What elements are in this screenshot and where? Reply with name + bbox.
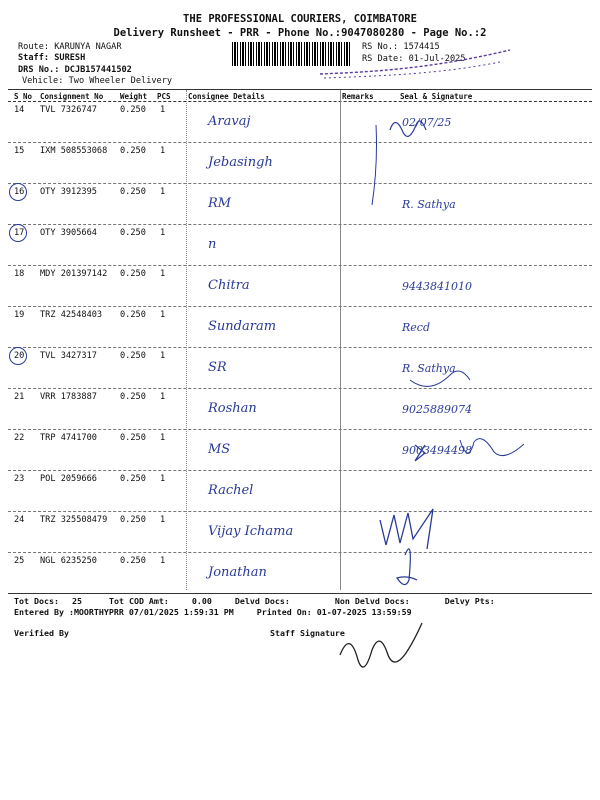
delvy-pts-label: Delvy Pts: — [444, 596, 495, 606]
row-weight: 0.250 — [120, 187, 146, 197]
row-sno: 16 — [14, 187, 25, 197]
row-weight: 0.250 — [120, 474, 146, 484]
row-pcs: 1 — [160, 228, 166, 238]
row-pcs: 1 — [160, 556, 166, 566]
row-pcs: 1 — [160, 269, 166, 279]
row-sno: 14 — [14, 105, 25, 115]
drs-field — [18, 65, 132, 75]
row-signature: R. Sathya — [402, 362, 456, 375]
row-pcs: 1 — [160, 187, 166, 197]
totals-line — [14, 596, 495, 606]
rs-no-label: RS No.: — [362, 42, 399, 52]
row-consignee-name: Chitra — [208, 278, 250, 293]
row-signature: 9443841010 — [402, 280, 472, 293]
printed-on-text: Printed On: 01-07-2025 13:59:59 — [256, 607, 412, 617]
row-signature: 9025889074 — [402, 403, 472, 416]
row-weight: 0.250 — [120, 269, 146, 279]
delvd-docs-label: Delvd Docs: — [234, 596, 290, 606]
row-consignee-name: Roshan — [208, 401, 257, 416]
row-weight: 0.250 — [120, 310, 146, 320]
row-pcs: 1 — [160, 310, 166, 320]
row-consignment-no: MDY 201397142 — [40, 269, 108, 279]
row-sno: 23 — [14, 474, 25, 484]
route-field — [18, 42, 122, 52]
verified-by — [14, 628, 69, 638]
row-consignment-no: TRZ 42548403 — [40, 310, 103, 320]
row-consignment-no: POL 2059666 — [40, 474, 97, 484]
row-circle-mark — [9, 224, 27, 242]
row-sno: 15 — [14, 146, 25, 156]
table-bottom-border — [8, 593, 592, 594]
row-weight: 0.250 — [120, 392, 146, 402]
row-consignment-no: TRZ 325508479 — [40, 515, 108, 525]
rs-date-label: RS Date: — [362, 54, 404, 64]
row-circle-mark — [9, 347, 27, 365]
row-sno: 22 — [14, 433, 25, 443]
row-pcs: 1 — [160, 474, 166, 484]
tot-cod-label: Tot COD Amt: — [108, 596, 169, 606]
row-weight: 0.250 — [120, 146, 146, 156]
staff-signature-label: Staff Signature — [270, 628, 345, 638]
row-sno: 18 — [14, 269, 25, 279]
row-consignee-name: RM — [208, 196, 232, 211]
row-signature: 9003494498 — [402, 444, 472, 457]
row-weight: 0.250 — [120, 515, 146, 525]
col-pcs: PCS — [157, 92, 171, 101]
col-remarks: Remarks — [342, 92, 374, 101]
tot-docs-label: Tot Docs: — [14, 596, 59, 606]
row-signature: Recd — [402, 321, 430, 334]
runsheet-title: Delivery Runsheet - PRR - Phone No.:9047080280 - Page No.:2 — [113, 27, 487, 39]
row-weight: 0.250 — [120, 351, 146, 361]
stamp-scribble — [310, 44, 530, 84]
non-delvd-docs-label: Non Delvd Docs: — [334, 596, 410, 606]
row-circle-mark — [9, 183, 27, 201]
row-sno: 24 — [14, 515, 25, 525]
row-pcs: 1 — [160, 351, 166, 361]
entered-by — [14, 607, 412, 617]
row-consignee-name: MS — [208, 442, 231, 457]
col-consignment: Consignment No — [40, 92, 104, 101]
row-weight: 0.250 — [120, 556, 146, 566]
row-consignee-name: Sundaram — [208, 319, 277, 334]
row-weight: 0.250 — [120, 228, 146, 238]
row-sno: 20 — [14, 351, 25, 361]
route-value: KARUNYA NAGAR — [54, 42, 122, 52]
rs-date-value: 01-Jul-2025 — [408, 54, 466, 64]
verified-by-label: Verified By — [14, 628, 69, 638]
route-label: Route: — [18, 42, 50, 52]
staff-field — [18, 53, 85, 63]
row-pcs: 1 — [160, 433, 166, 443]
row-sno: 25 — [14, 556, 25, 566]
vehicle-value: Two Wheeler Delivery — [68, 76, 173, 86]
staff-signature-scribble — [330, 620, 430, 675]
row-signature: 02/07/25 — [402, 116, 452, 129]
row-consignment-no: VRR 1783887 — [40, 392, 97, 402]
drs-label: DRS No.: — [18, 65, 60, 75]
row-consignee-name: Vijay Ichama — [208, 524, 294, 539]
col-sno: S No — [14, 92, 33, 101]
row-pcs: 1 — [160, 146, 166, 156]
row-consignee-name: n — [208, 237, 217, 252]
col-consignee: Consignee Details — [188, 92, 265, 101]
tot-docs-value: 25 — [71, 596, 82, 606]
tot-cod-value: 0.00 — [191, 596, 212, 606]
row-consignee-name: Jebasingh — [208, 155, 273, 170]
rs-no-value: 1574415 — [403, 42, 440, 52]
row-sno: 17 — [14, 228, 25, 238]
drs-value: DCJB157441502 — [64, 65, 132, 75]
row-pcs: 1 — [160, 392, 166, 402]
staff-signature — [270, 628, 345, 638]
vehicle-label: Vehicle: — [22, 76, 64, 86]
row-consignee-name: Rachel — [208, 483, 254, 498]
row-signature: R. Sathya — [402, 198, 456, 211]
vehicle-field — [22, 76, 172, 86]
entered-by-text: Entered By :MOORTHYPRR 07/01/2025 1:59:31 PM — [14, 607, 234, 617]
col-seal: Seal & Signature — [400, 92, 473, 101]
col-weight: Weight — [120, 92, 148, 101]
row-pcs: 1 — [160, 105, 166, 115]
row-weight: 0.250 — [120, 105, 146, 115]
staff-value: SURESH — [54, 53, 86, 63]
row-weight: 0.250 — [120, 433, 146, 443]
company-name: THE PROFESSIONAL COURIERS, COIMBATORE — [183, 13, 417, 25]
row-consignee-name: Aravaj — [208, 114, 251, 129]
row-sno: 21 — [14, 392, 25, 402]
row-pcs: 1 — [160, 515, 166, 525]
staff-label: Staff: — [18, 53, 50, 63]
table-top-border — [8, 89, 592, 90]
signature-strokes — [370, 110, 600, 590]
row-consignment-no: NGL 6235250 — [40, 556, 97, 566]
row-consignment-no: TRP 4741700 — [40, 433, 97, 443]
row-consignment-no: IXM 508553068 — [40, 146, 108, 156]
row-consignment-no: TVL 3427317 — [40, 351, 97, 361]
row-consignment-no: OTY 3912395 — [40, 187, 97, 197]
row-consignment-no: TVL 7326747 — [40, 105, 97, 115]
row-consignee-name: Jonathan — [208, 565, 267, 580]
row-consignment-no: OTY 3905664 — [40, 228, 97, 238]
row-consignee-name: SR — [208, 360, 227, 375]
row-sno: 19 — [14, 310, 25, 320]
